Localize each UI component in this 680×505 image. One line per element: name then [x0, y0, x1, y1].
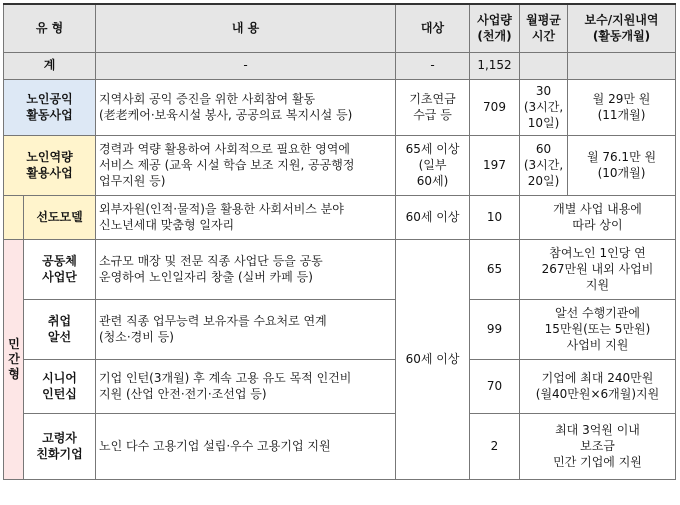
content-employment: 관련 직종 업무능력 보유자를 수요처로 연계 (청소·경비 등) [96, 299, 396, 359]
header-content: 내 용 [96, 4, 396, 52]
total-row [4, 52, 676, 79]
support-pilot-model: 개별 사업 내용에 따라 상이 [520, 195, 676, 239]
hours-public-activity: 30 (3시간, 10일) [520, 79, 568, 135]
private-type-label: 민 간 형 [8, 336, 20, 381]
type-capacity: 노인역량 활용사업 [4, 135, 96, 195]
scale-employment: 99 [470, 299, 520, 359]
scale-pilot-model: 10 [470, 195, 520, 239]
total-scale: 1,152 [470, 52, 520, 79]
header-row [4, 4, 676, 52]
total-hours [520, 52, 568, 79]
content-internship: 기업 인턴(3개월) 후 계속 고용 유도 목적 인건비 지원 (산업 안전·전기·조선업 등) [96, 359, 396, 413]
pilot-indent [4, 195, 24, 239]
type-public-activity: 노인공익 활동사업 [4, 79, 96, 135]
hours-capacity: 60 (3시간, 20일) [520, 135, 568, 195]
header-hours: 월평균 시간 [520, 4, 568, 52]
content-capacity: 경력과 역량 활용하여 사회적으로 필요한 영역에 서비스 제공 (교육 시설 학습 보조 지원, 공공행정 업무지원 등) [96, 135, 396, 195]
type-senior-friendly: 고령자 친화기업 [24, 413, 96, 479]
row-community [4, 239, 676, 299]
target-public-activity: 기초연금 수급 등 [396, 79, 470, 135]
total-support [568, 52, 676, 79]
scale-internship: 70 [470, 359, 520, 413]
header-scale: 사업량 (천개) [470, 4, 520, 52]
row-employment [4, 299, 676, 359]
type-pilot-model: 선도모델 [24, 195, 96, 239]
support-public-activity: 월 29만 원 (11개월) [568, 79, 676, 135]
private-type-cell [4, 239, 24, 479]
scale-community: 65 [470, 239, 520, 299]
type-community: 공동체 사업단 [24, 239, 96, 299]
total-content: - [96, 52, 396, 79]
header-support: 보수/지원내역 (활동개월) [568, 4, 676, 52]
senior-jobs-table [3, 3, 676, 480]
scale-public-activity: 709 [470, 79, 520, 135]
content-senior-friendly: 노인 다수 고용기업 설립·우수 고용기업 지원 [96, 413, 396, 479]
content-community: 소규모 매장 및 전문 직종 사업단 등을 공동 운영하여 노인일자리 창출 (실버 카페 등) [96, 239, 396, 299]
header-target: 대상 [396, 4, 470, 52]
header-type: 유 형 [4, 4, 96, 52]
support-internship: 기업에 최대 240만원 (월40만원×6개월)지원 [520, 359, 676, 413]
row-pilot-model [4, 195, 676, 239]
type-internship: 시니어 인턴십 [24, 359, 96, 413]
scale-capacity: 197 [470, 135, 520, 195]
target-capacity: 65세 이상 (일부 60세) [396, 135, 470, 195]
scale-senior-friendly: 2 [470, 413, 520, 479]
type-employment: 취업 알선 [24, 299, 96, 359]
row-public-activity [4, 79, 676, 135]
target-private: 60세 이상 [396, 239, 470, 479]
total-target: - [396, 52, 470, 79]
support-community: 참여노인 1인당 연 267만원 내외 사업비 지원 [520, 239, 676, 299]
row-capacity [4, 135, 676, 195]
support-senior-friendly: 최대 3억원 이내 보조금 민간 기업에 지원 [520, 413, 676, 479]
support-capacity: 월 76.1만 원 (10개월) [568, 135, 676, 195]
row-internship [4, 359, 676, 413]
support-employment: 알선 수행기관에 15만원(또는 5만원) 사업비 지원 [520, 299, 676, 359]
row-senior-friendly [4, 413, 676, 479]
target-pilot-model: 60세 이상 [396, 195, 470, 239]
content-public-activity: 지역사회 공익 증진을 위한 사회참여 활동 (老老케어·보육시설 봉사, 공공의료 복지시설 등) [96, 79, 396, 135]
total-label: 계 [4, 52, 96, 79]
content-pilot-model: 외부자원(인적·물적)을 활용한 사회서비스 분야 신노년세대 맞춤형 일자리 [96, 195, 396, 239]
